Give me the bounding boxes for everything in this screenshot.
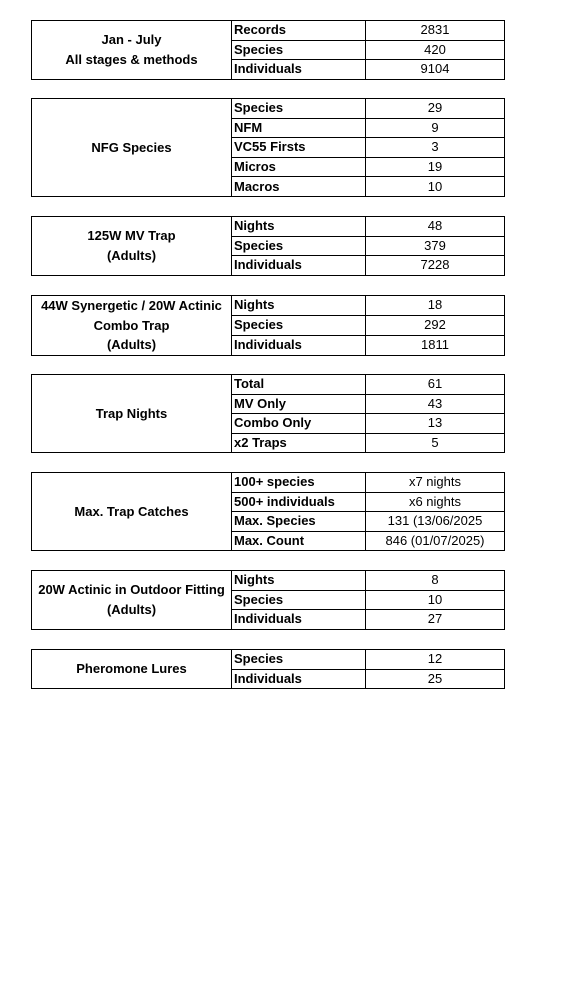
summary-table <box>31 570 505 630</box>
row-label: 500+ individuals <box>232 492 366 512</box>
row-label: MV Only <box>232 394 366 414</box>
table-row <box>32 217 505 237</box>
table-title-line: 125W MV Trap <box>87 228 176 244</box>
row-label: Species <box>232 236 366 256</box>
table-title-line: (Adults) <box>106 247 157 263</box>
table-title-line: (Adults) <box>106 337 157 353</box>
summary-table <box>31 98 505 197</box>
summary-table <box>31 472 505 551</box>
row-label: VC55 Firsts <box>232 138 366 158</box>
row-value: 25 <box>366 669 505 689</box>
row-value: 131 (13/06/2025 <box>366 512 505 532</box>
row-value: 13 <box>366 414 505 434</box>
row-label: Species <box>232 99 366 119</box>
row-value: 1811 <box>366 335 505 355</box>
row-value: 846 (01/07/2025) <box>366 531 505 551</box>
row-value: 43 <box>366 394 505 414</box>
row-label: Individuals <box>232 669 366 689</box>
table-row <box>32 21 505 41</box>
row-value: 18 <box>366 296 505 316</box>
table-title <box>32 473 232 551</box>
row-value: 9 <box>366 118 505 138</box>
row-value: 420 <box>366 40 505 60</box>
row-value: 292 <box>366 315 505 335</box>
row-value: 10 <box>366 590 505 610</box>
row-label: Species <box>232 315 366 335</box>
row-label: Records <box>232 21 366 41</box>
row-value: 10 <box>366 177 505 197</box>
row-label: Individuals <box>232 60 366 80</box>
row-label: NFM <box>232 118 366 138</box>
row-label: Total <box>232 375 366 395</box>
table-title <box>32 571 232 630</box>
table-title <box>32 375 232 453</box>
table-row <box>32 296 505 316</box>
row-value: 379 <box>366 236 505 256</box>
row-value: 19 <box>366 157 505 177</box>
row-value: 5 <box>366 433 505 453</box>
table-title-line: NFG Species <box>91 139 172 155</box>
table-title-line: 44W Synergetic / 20W Actinic <box>41 298 222 313</box>
table-row <box>32 375 505 395</box>
table-title <box>32 217 232 276</box>
row-label: Max. Species <box>232 512 366 532</box>
table-title-line: Combo Trap <box>93 317 170 333</box>
table-row <box>32 473 505 493</box>
summary-table <box>31 216 505 276</box>
row-value: 29 <box>366 99 505 119</box>
row-label: Species <box>232 40 366 60</box>
row-value: 12 <box>366 650 505 670</box>
table-title <box>32 99 232 197</box>
table-title <box>32 21 232 80</box>
row-label: 100+ species <box>232 473 366 493</box>
table-title <box>32 296 232 356</box>
summary-table <box>31 20 505 80</box>
table-row <box>32 99 505 119</box>
row-value: 9104 <box>366 60 505 80</box>
row-value: 2831 <box>366 21 505 41</box>
table-row <box>32 571 505 591</box>
row-label: Species <box>232 590 366 610</box>
row-value: 48 <box>366 217 505 237</box>
row-value: x6 nights <box>366 492 505 512</box>
summary-table <box>31 374 505 453</box>
row-label: x2 Traps <box>232 433 366 453</box>
table-title-line: (Adults) <box>106 601 157 617</box>
row-label: Individuals <box>232 256 366 276</box>
row-label: Nights <box>232 296 366 316</box>
row-value: 3 <box>366 138 505 158</box>
table-row <box>32 650 505 670</box>
table-title-line: Max. Trap Catches <box>74 503 189 519</box>
table-title-line: Jan - July <box>101 32 162 48</box>
row-label: Nights <box>232 571 366 591</box>
table-title-line: Pheromone Lures <box>76 661 187 677</box>
table-title-line: All stages & methods <box>65 51 198 67</box>
row-value: 7228 <box>366 256 505 276</box>
table-title-line: Trap Nights <box>95 405 168 421</box>
summary-table <box>31 295 505 356</box>
table-title-line: 20W Actinic in Outdoor Fitting <box>38 582 225 598</box>
summary-table <box>31 649 505 689</box>
row-label: Combo Only <box>232 414 366 434</box>
row-value: 27 <box>366 610 505 630</box>
row-value: 61 <box>366 375 505 395</box>
table-title <box>32 650 232 689</box>
row-label: Species <box>232 650 366 670</box>
row-label: Max. Count <box>232 531 366 551</box>
row-label: Individuals <box>232 335 366 355</box>
row-label: Micros <box>232 157 366 177</box>
row-label: Nights <box>232 217 366 237</box>
row-value: x7 nights <box>366 473 505 493</box>
row-label: Individuals <box>232 610 366 630</box>
row-value: 8 <box>366 571 505 591</box>
row-label: Macros <box>232 177 366 197</box>
